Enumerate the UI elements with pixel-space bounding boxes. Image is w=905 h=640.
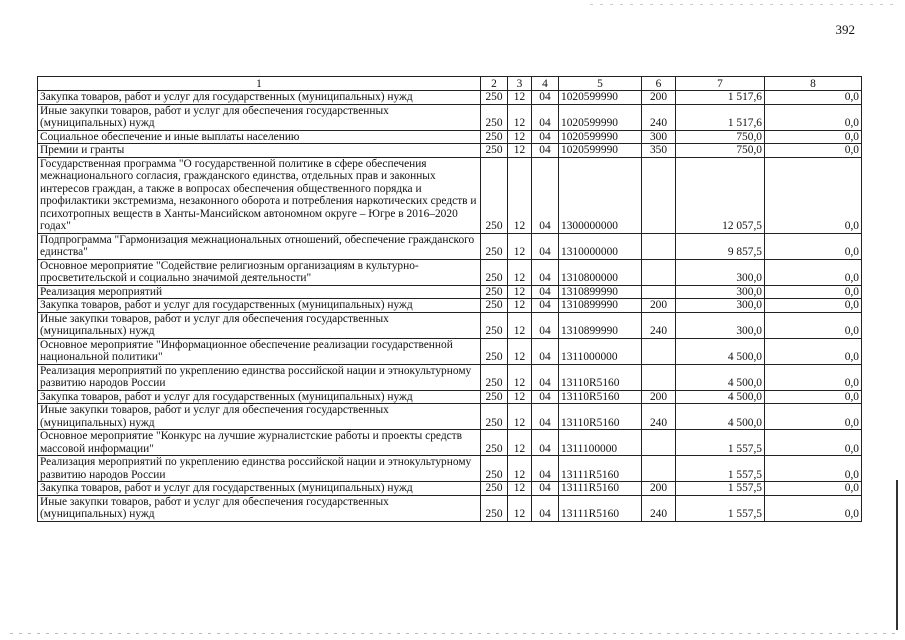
cell-amount-other: 0,0 xyxy=(765,285,862,299)
cell-amount: 1 557,5 xyxy=(676,430,765,456)
cell-amount: 9 857,5 xyxy=(676,233,765,259)
cell-amount-other: 0,0 xyxy=(765,299,862,313)
cell-target-article: 13110R5160 xyxy=(559,404,642,430)
cell-subsection: 04 xyxy=(532,312,559,338)
cell-expense-type xyxy=(642,157,676,233)
cell-name: Закупка товаров, работ и услуг для государственных (муниципальных) нужд xyxy=(38,91,481,105)
cell-name: Закупка товаров, работ и услуг для государственных (муниципальных) нужд xyxy=(38,482,481,496)
table-row xyxy=(38,130,862,144)
table-row xyxy=(38,338,862,364)
table-row xyxy=(38,495,862,521)
cell-grbs: 250 xyxy=(481,495,508,521)
cell-amount-other: 0,0 xyxy=(765,495,862,521)
cell-name: Социальное обеспечение и иные выплаты населению xyxy=(38,130,481,144)
cell-subsection: 04 xyxy=(532,259,559,285)
cell-grbs: 250 xyxy=(481,430,508,456)
cell-section: 12 xyxy=(508,259,532,285)
cell-expense-type xyxy=(642,233,676,259)
table-row xyxy=(38,104,862,130)
cell-target-article: 1310800000 xyxy=(559,259,642,285)
cell-grbs: 250 xyxy=(481,91,508,105)
cell-expense-type xyxy=(642,338,676,364)
cell-section: 12 xyxy=(508,130,532,144)
cell-target-article: 1311000000 xyxy=(559,338,642,364)
cell-name: Иные закупки товаров, работ и услуг для обеспечения государственных (муниципальных) нужд xyxy=(38,104,481,130)
table-row xyxy=(38,364,862,390)
header-col-5: 5 xyxy=(559,77,642,91)
cell-subsection: 04 xyxy=(532,430,559,456)
cell-target-article: 1020599990 xyxy=(559,130,642,144)
cell-section: 12 xyxy=(508,157,532,233)
cell-grbs: 250 xyxy=(481,157,508,233)
table-row xyxy=(38,390,862,404)
cell-expense-type: 240 xyxy=(642,104,676,130)
cell-name: Основное мероприятие "Конкурс на лучшие журналистские работы и проекты средств массовой информации" xyxy=(38,430,481,456)
cell-expense-type xyxy=(642,364,676,390)
cell-amount-other: 0,0 xyxy=(765,338,862,364)
cell-grbs: 250 xyxy=(481,259,508,285)
cell-amount: 1 557,5 xyxy=(676,495,765,521)
table-row xyxy=(38,299,862,313)
cell-amount: 750,0 xyxy=(676,144,765,158)
cell-grbs: 250 xyxy=(481,364,508,390)
cell-expense-type: 300 xyxy=(642,130,676,144)
cell-target-article: 1311100000 xyxy=(559,430,642,456)
header-col-7: 7 xyxy=(676,77,765,91)
cell-amount: 1 557,5 xyxy=(676,482,765,496)
cell-expense-type: 200 xyxy=(642,482,676,496)
cell-subsection: 04 xyxy=(532,482,559,496)
cell-grbs: 250 xyxy=(481,482,508,496)
cell-target-article: 1310899990 xyxy=(559,299,642,313)
cell-amount-other: 0,0 xyxy=(765,130,862,144)
cell-section: 12 xyxy=(508,233,532,259)
cell-section: 12 xyxy=(508,338,532,364)
cell-grbs: 250 xyxy=(481,130,508,144)
cell-target-article: 1310899990 xyxy=(559,312,642,338)
cell-section: 12 xyxy=(508,144,532,158)
header-col-8: 8 xyxy=(765,77,862,91)
cell-grbs: 250 xyxy=(481,338,508,364)
cell-target-article: 1020599990 xyxy=(559,91,642,105)
cell-name: Государственная программа "О государственной политике в сфере обеспечения межнационального согласия, гражданского единства, отдельных прав и законных интересов граждан, а также в вопросах обеспечения общественного порядка и профилактики экстремизма, незаконного оборота и потребления наркотических средств и психотропных веществ в Ханты-Мансийском автономном округе – Югре в 2016–2020 годах" xyxy=(38,157,481,233)
cell-amount: 750,0 xyxy=(676,130,765,144)
cell-grbs: 250 xyxy=(481,456,508,482)
cell-expense-type xyxy=(642,259,676,285)
scan-edge-bottom xyxy=(10,633,895,634)
cell-amount-other: 0,0 xyxy=(765,259,862,285)
header-col-6: 6 xyxy=(642,77,676,91)
cell-subsection: 04 xyxy=(532,144,559,158)
cell-subsection: 04 xyxy=(532,299,559,313)
cell-grbs: 250 xyxy=(481,404,508,430)
cell-expense-type: 350 xyxy=(642,144,676,158)
cell-amount-other: 0,0 xyxy=(765,456,862,482)
table-row xyxy=(38,157,862,233)
table-row xyxy=(38,404,862,430)
cell-name: Закупка товаров, работ и услуг для государственных (муниципальных) нужд xyxy=(38,390,481,404)
header-col-1: 1 xyxy=(38,77,481,91)
cell-expense-type xyxy=(642,285,676,299)
cell-grbs: 250 xyxy=(481,104,508,130)
cell-section: 12 xyxy=(508,404,532,430)
cell-expense-type: 240 xyxy=(642,312,676,338)
cell-amount: 4 500,0 xyxy=(676,364,765,390)
cell-amount: 4 500,0 xyxy=(676,338,765,364)
cell-subsection: 04 xyxy=(532,404,559,430)
cell-name: Реализация мероприятий xyxy=(38,285,481,299)
cell-name: Основное мероприятие "Информационное обеспечение реализации государственной национальной политики" xyxy=(38,338,481,364)
cell-section: 12 xyxy=(508,495,532,521)
budget-table xyxy=(37,76,862,522)
cell-target-article: 1020599990 xyxy=(559,144,642,158)
cell-section: 12 xyxy=(508,482,532,496)
cell-section: 12 xyxy=(508,456,532,482)
page-number: 392 xyxy=(835,22,855,37)
cell-target-article: 1310000000 xyxy=(559,233,642,259)
cell-section: 12 xyxy=(508,430,532,456)
cell-section: 12 xyxy=(508,104,532,130)
cell-subsection: 04 xyxy=(532,456,559,482)
cell-amount-other: 0,0 xyxy=(765,404,862,430)
cell-amount: 1 517,6 xyxy=(676,104,765,130)
table-row xyxy=(38,144,862,158)
cell-section: 12 xyxy=(508,285,532,299)
cell-amount-other: 0,0 xyxy=(765,104,862,130)
cell-amount: 1 517,6 xyxy=(676,91,765,105)
cell-target-article: 13111R5160 xyxy=(559,456,642,482)
cell-subsection: 04 xyxy=(532,285,559,299)
cell-amount: 300,0 xyxy=(676,285,765,299)
cell-amount-other: 0,0 xyxy=(765,364,862,390)
cell-section: 12 xyxy=(508,390,532,404)
cell-name: Иные закупки товаров, работ и услуг для обеспечения государственных (муниципальных) нужд xyxy=(38,495,481,521)
cell-amount-other: 0,0 xyxy=(765,157,862,233)
cell-amount-other: 0,0 xyxy=(765,233,862,259)
cell-amount: 4 500,0 xyxy=(676,390,765,404)
cell-subsection: 04 xyxy=(532,157,559,233)
cell-expense-type: 240 xyxy=(642,495,676,521)
cell-grbs: 250 xyxy=(481,299,508,313)
cell-section: 12 xyxy=(508,312,532,338)
cell-grbs: 250 xyxy=(481,312,508,338)
cell-expense-type: 240 xyxy=(642,404,676,430)
cell-amount: 300,0 xyxy=(676,259,765,285)
cell-name: Реализация мероприятий по укреплению единства российской нации и этнокультурному развитию народов России xyxy=(38,456,481,482)
cell-amount: 300,0 xyxy=(676,299,765,313)
cell-name: Иные закупки товаров, работ и услуг для обеспечения государственных (муниципальных) нужд xyxy=(38,404,481,430)
header-col-2: 2 xyxy=(481,77,508,91)
table-body xyxy=(38,91,862,522)
table-row xyxy=(38,430,862,456)
cell-amount-other: 0,0 xyxy=(765,144,862,158)
cell-section: 12 xyxy=(508,91,532,105)
cell-amount: 300,0 xyxy=(676,312,765,338)
table-row xyxy=(38,233,862,259)
cell-grbs: 250 xyxy=(481,233,508,259)
cell-subsection: 04 xyxy=(532,91,559,105)
cell-expense-type xyxy=(642,430,676,456)
cell-subsection: 04 xyxy=(532,104,559,130)
cell-subsection: 04 xyxy=(532,364,559,390)
scan-edge-rule xyxy=(896,480,898,630)
cell-amount: 4 500,0 xyxy=(676,404,765,430)
cell-amount-other: 0,0 xyxy=(765,390,862,404)
table-row xyxy=(38,259,862,285)
cell-target-article: 13111R5160 xyxy=(559,495,642,521)
cell-name: Подпрограмма "Гармонизация межнациональных отношений, обеспечение гражданского единства" xyxy=(38,233,481,259)
table-row xyxy=(38,285,862,299)
cell-grbs: 250 xyxy=(481,390,508,404)
cell-amount-other: 0,0 xyxy=(765,312,862,338)
cell-amount-other: 0,0 xyxy=(765,482,862,496)
scan-edge-top xyxy=(590,4,895,5)
cell-name: Премии и гранты xyxy=(38,144,481,158)
cell-target-article: 13110R5160 xyxy=(559,390,642,404)
cell-target-article: 13110R5160 xyxy=(559,364,642,390)
table-row xyxy=(38,91,862,105)
table-row xyxy=(38,312,862,338)
cell-amount: 1 557,5 xyxy=(676,456,765,482)
cell-amount-other: 0,0 xyxy=(765,430,862,456)
header-col-3: 3 xyxy=(508,77,532,91)
cell-target-article: 1310899990 xyxy=(559,285,642,299)
cell-name: Основное мероприятие "Содействие религиозным организациям в культурно-просветительской и социально значимой деятельности" xyxy=(38,259,481,285)
cell-name: Иные закупки товаров, работ и услуг для обеспечения государственных (муниципальных) нужд xyxy=(38,312,481,338)
cell-amount-other: 0,0 xyxy=(765,91,862,105)
table-row xyxy=(38,456,862,482)
cell-subsection: 04 xyxy=(532,130,559,144)
cell-grbs: 250 xyxy=(481,144,508,158)
cell-subsection: 04 xyxy=(532,233,559,259)
cell-section: 12 xyxy=(508,364,532,390)
cell-subsection: 04 xyxy=(532,338,559,364)
cell-name: Реализация мероприятий по укреплению единства российской нации и этнокультурному развитию народов России xyxy=(38,364,481,390)
table-row xyxy=(38,482,862,496)
header-row xyxy=(38,77,862,91)
cell-subsection: 04 xyxy=(532,495,559,521)
cell-expense-type: 200 xyxy=(642,390,676,404)
table-header xyxy=(38,77,862,91)
cell-section: 12 xyxy=(508,299,532,313)
cell-subsection: 04 xyxy=(532,390,559,404)
cell-target-article: 13111R5160 xyxy=(559,482,642,496)
cell-expense-type: 200 xyxy=(642,91,676,105)
cell-name: Закупка товаров, работ и услуг для государственных (муниципальных) нужд xyxy=(38,299,481,313)
cell-amount: 12 057,5 xyxy=(676,157,765,233)
cell-expense-type: 200 xyxy=(642,299,676,313)
cell-expense-type xyxy=(642,456,676,482)
cell-target-article: 1300000000 xyxy=(559,157,642,233)
header-col-4: 4 xyxy=(532,77,559,91)
cell-grbs: 250 xyxy=(481,285,508,299)
cell-target-article: 1020599990 xyxy=(559,104,642,130)
